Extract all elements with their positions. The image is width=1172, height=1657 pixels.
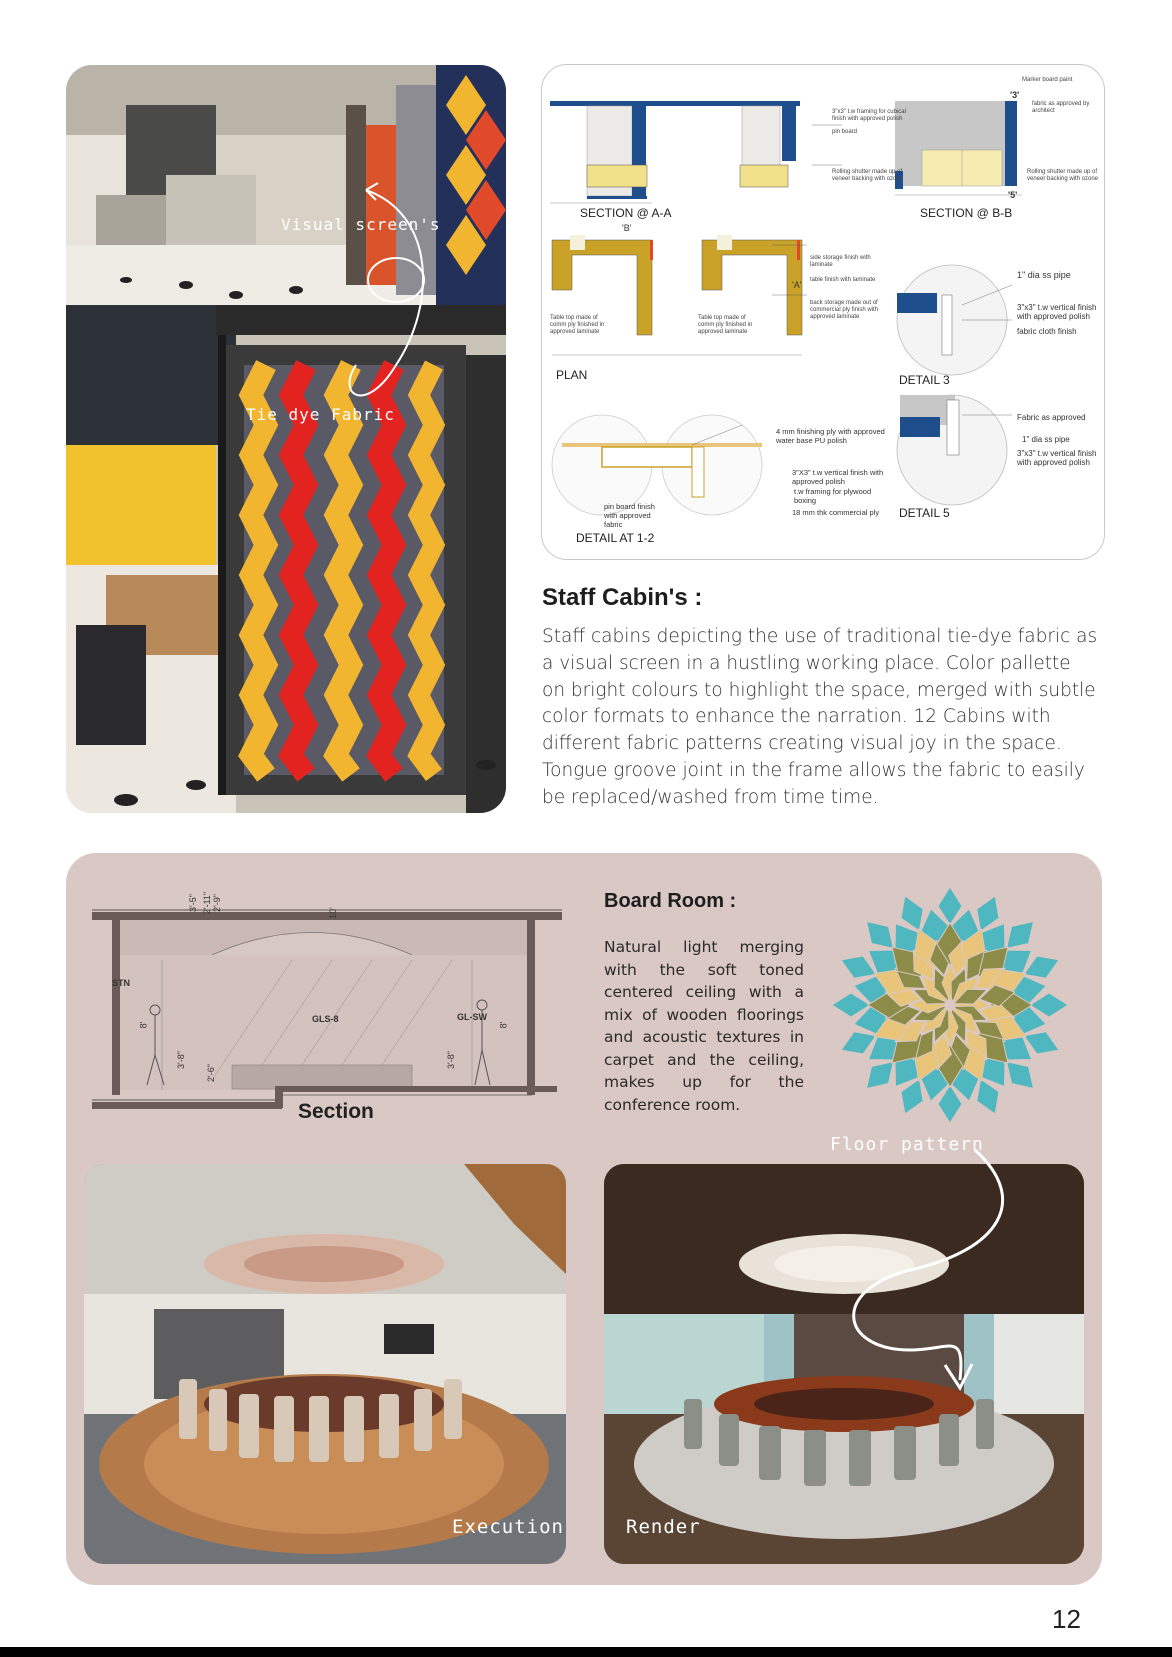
- note: 3"X3" t.w vertical finish with approved polish: [792, 468, 884, 486]
- dim: 3'-8": [175, 1051, 186, 1069]
- note: 1" dia ss pipe: [1022, 435, 1070, 444]
- render-label: Render: [626, 1516, 701, 1538]
- dim: 2'-6": [205, 1064, 216, 1082]
- note: 18 mm thk commercial ply: [792, 508, 880, 517]
- note: Table top made of comm ply finished in approved laminate: [550, 315, 605, 335]
- dim: 3'-8": [445, 1051, 456, 1069]
- mandala-petal: [1007, 922, 1034, 949]
- dim: 8': [138, 1021, 149, 1029]
- note: pin board: [832, 129, 858, 135]
- mandala-petal: [841, 1032, 876, 1054]
- label-section-aa: SECTION @ A-A: [580, 206, 672, 220]
- mandala-petal: [1024, 1032, 1059, 1054]
- mandala-petal: [867, 1062, 894, 1089]
- note: 3"x3" t.w vertical finish with approved polish: [1017, 303, 1097, 321]
- note: back storage made out of commercial ply finish with approved laminate: [810, 300, 879, 320]
- paragraph-line: a visual screen in a hustling working place. Color pallette: [542, 652, 1071, 674]
- floor-pattern-arrow: [800, 1140, 1040, 1400]
- tag-stn: STN: [112, 978, 130, 988]
- note: fabric cloth finish: [1017, 327, 1077, 336]
- mandala-petal: [867, 922, 894, 949]
- note-visual-screens: Visual screen's: [281, 215, 441, 234]
- note: Rolling shutter made up of veneer backing with ozone: [832, 169, 904, 182]
- note: Table top made of comm ply finished in approved laminate: [698, 315, 753, 335]
- label-section-bb: SECTION @ B-B: [920, 206, 1013, 220]
- note: Marker board paint: [1022, 77, 1073, 83]
- dim: 2'-11": [202, 891, 213, 915]
- note: table finish with laminate: [810, 277, 876, 283]
- mandala-petal: [1024, 956, 1059, 978]
- paragraph-line: Staff cabins depicting the use of traditional tie-dye fabric as: [542, 626, 1098, 647]
- note: 3"x3" t.w vertical finish with approved polish: [1017, 449, 1097, 467]
- note: pin board finish with approved fabric: [604, 502, 655, 529]
- note: 1" dia ss pipe: [1017, 270, 1071, 280]
- note-tie-dye: Tie dye Fabric: [246, 405, 395, 424]
- dim: 8': [498, 1021, 509, 1029]
- dim: 'A': [792, 280, 802, 290]
- label-detail-12: DETAIL AT 1-2: [576, 531, 655, 545]
- dim: '5': [1008, 190, 1018, 200]
- note: Fabric as approved: [1017, 413, 1086, 422]
- dim: '3': [1010, 90, 1020, 100]
- page-number: 12: [1052, 1604, 1081, 1634]
- bottom-bar: [0, 1647, 1172, 1657]
- mandala-petal: [901, 896, 923, 931]
- note: side storage finish with laminate: [810, 255, 871, 268]
- paragraph-line: be replaced/washed from time time.: [542, 786, 879, 808]
- dim: 10': [327, 907, 338, 919]
- mandala-petal: [1007, 1062, 1034, 1089]
- mandala-petal: [901, 1079, 923, 1114]
- mandala-petal: [977, 1079, 999, 1114]
- floor-pattern-graphic: [830, 880, 1070, 1130]
- note: fabric as approved by architect: [1032, 101, 1090, 114]
- note: t.w framing for plywood boxing: [794, 487, 872, 505]
- dim: 3'-5": [187, 894, 198, 912]
- paragraph-line: color formats to enhance the narration. 12 Cabins with: [542, 706, 1051, 728]
- paragraph-line: Tongue groove joint in the frame allows the fabric to easily: [542, 759, 1085, 781]
- tag-glsw: GL-SW: [457, 1012, 487, 1022]
- dim: 'B': [622, 223, 632, 233]
- board-room-description: Natural light merging with the soft toned centered ceiling with a mix of wooden floorings and acoustic textures in carpet and the ceiling, makes up for the conference room.: [604, 938, 804, 1114]
- staff-cabin-photo: [66, 65, 506, 813]
- board-room-section-drawing: [92, 880, 562, 1130]
- dim: 2'-9": [211, 894, 222, 912]
- technical-drawing-sheet: [541, 64, 1105, 560]
- execution-photo: [84, 1164, 566, 1564]
- paragraph-line: different fabric patterns creating visual joy in the space.: [542, 733, 1062, 755]
- note: 3"x3" t.w framing for cubical finish with approved polish: [832, 109, 906, 122]
- staff-cabin-description: [542, 624, 1102, 812]
- mandala-petal: [977, 896, 999, 931]
- label-plan: PLAN: [556, 368, 588, 382]
- section-label: Section: [298, 1100, 374, 1123]
- floor-pattern-label: Floor pattern: [830, 1134, 984, 1155]
- tag-gls: GLS-8: [312, 1014, 339, 1024]
- mandala-petal: [841, 956, 876, 978]
- label-detail-3: DETAIL 3: [899, 373, 950, 387]
- note: 4 mm finishing ply with approved water base PU polish: [776, 427, 885, 445]
- paragraph-line: on bright colours to highlight the space, merged with subtle: [542, 679, 1096, 701]
- execution-label: Execution: [452, 1516, 564, 1538]
- staff-cabin-title: Staff Cabin's :: [542, 584, 703, 611]
- label-detail-5: DETAIL 5: [899, 506, 950, 520]
- note: Rolling shutter made up of veneer backing with ozone: [1027, 169, 1099, 182]
- board-room-title: Board Room :: [604, 890, 737, 912]
